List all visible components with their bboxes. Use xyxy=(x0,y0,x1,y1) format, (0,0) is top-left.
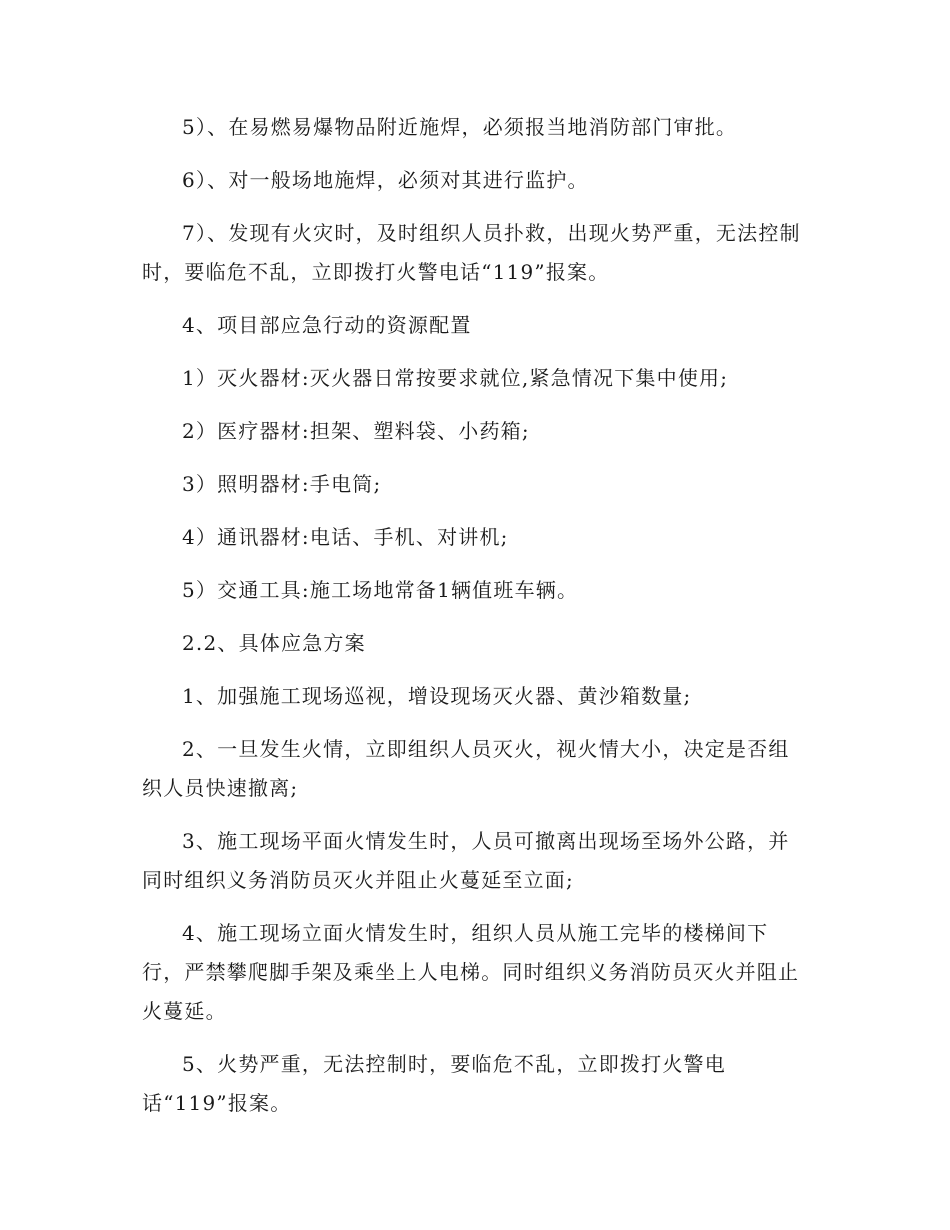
plan-item-call-119-line-1: 5、火势严重，无法控制时，要临危不乱，立即拨打火警电 xyxy=(182,1052,726,1076)
section-heading-resources: 4、项目部应急行动的资源配置 xyxy=(182,313,472,337)
list-item-medical: 2）医疗器材:担架、塑料袋、小药箱; xyxy=(182,419,530,443)
list-item-lighting: 3）照明器材:手电筒; xyxy=(182,472,382,496)
list-item-extinguishers: 1）灭火器材:灭火器日常按要求就位,紧急情况下集中使用; xyxy=(182,366,729,390)
plan-item-call-119 xyxy=(142,1045,808,1123)
plan-item-ground-fire: 3、施工现场平面火情发生时，人员可撤离出现场至场外公路，并同时组织义务消防员灭火并阻止火蔓延至立面; xyxy=(142,829,790,892)
document-body xyxy=(142,108,808,1123)
list-item-communication: 4）通讯器材:电话、手机、对讲机; xyxy=(182,525,509,549)
plan-item-elevation-fire: 4、施工现场立面火情发生时，组织人员从施工完毕的楼梯间下行，严禁攀爬脚手架及乘坐上人电梯。同时组织义务消防员灭火并阻止火蔓延。 xyxy=(142,921,800,1023)
list-item-transport: 5）交通工具:施工场地常备1辆值班车辆。 xyxy=(182,578,579,602)
section-heading-emergency-plan: 2.2、具体应急方案 xyxy=(182,631,366,655)
paragraph-welding-supervision: 6）、对一般场地施焊，必须对其进行监护。 xyxy=(182,168,589,192)
plan-item-call-119-line-2: 话“119”报案。 xyxy=(142,1091,292,1115)
plan-item-evacuation: 2、一旦发生火情，立即组织人员灭火，视火情大小，决定是否组织人员快速撤离; xyxy=(142,737,790,800)
paragraph-welding-approval: 5）、在易燃易爆物品附近施焊，必须报当地消防部门审批。 xyxy=(182,115,738,139)
plan-item-patrol: 1、加强施工现场巡视，增设现场灭火器、黄沙箱数量; xyxy=(182,684,692,708)
paragraph-fire-response: 7）、发现有火灾时，及时组织人员扑救，出现火势严重，无法控制时，要临危不乱，立即拨打火警电话“119”报案。 xyxy=(142,221,801,284)
